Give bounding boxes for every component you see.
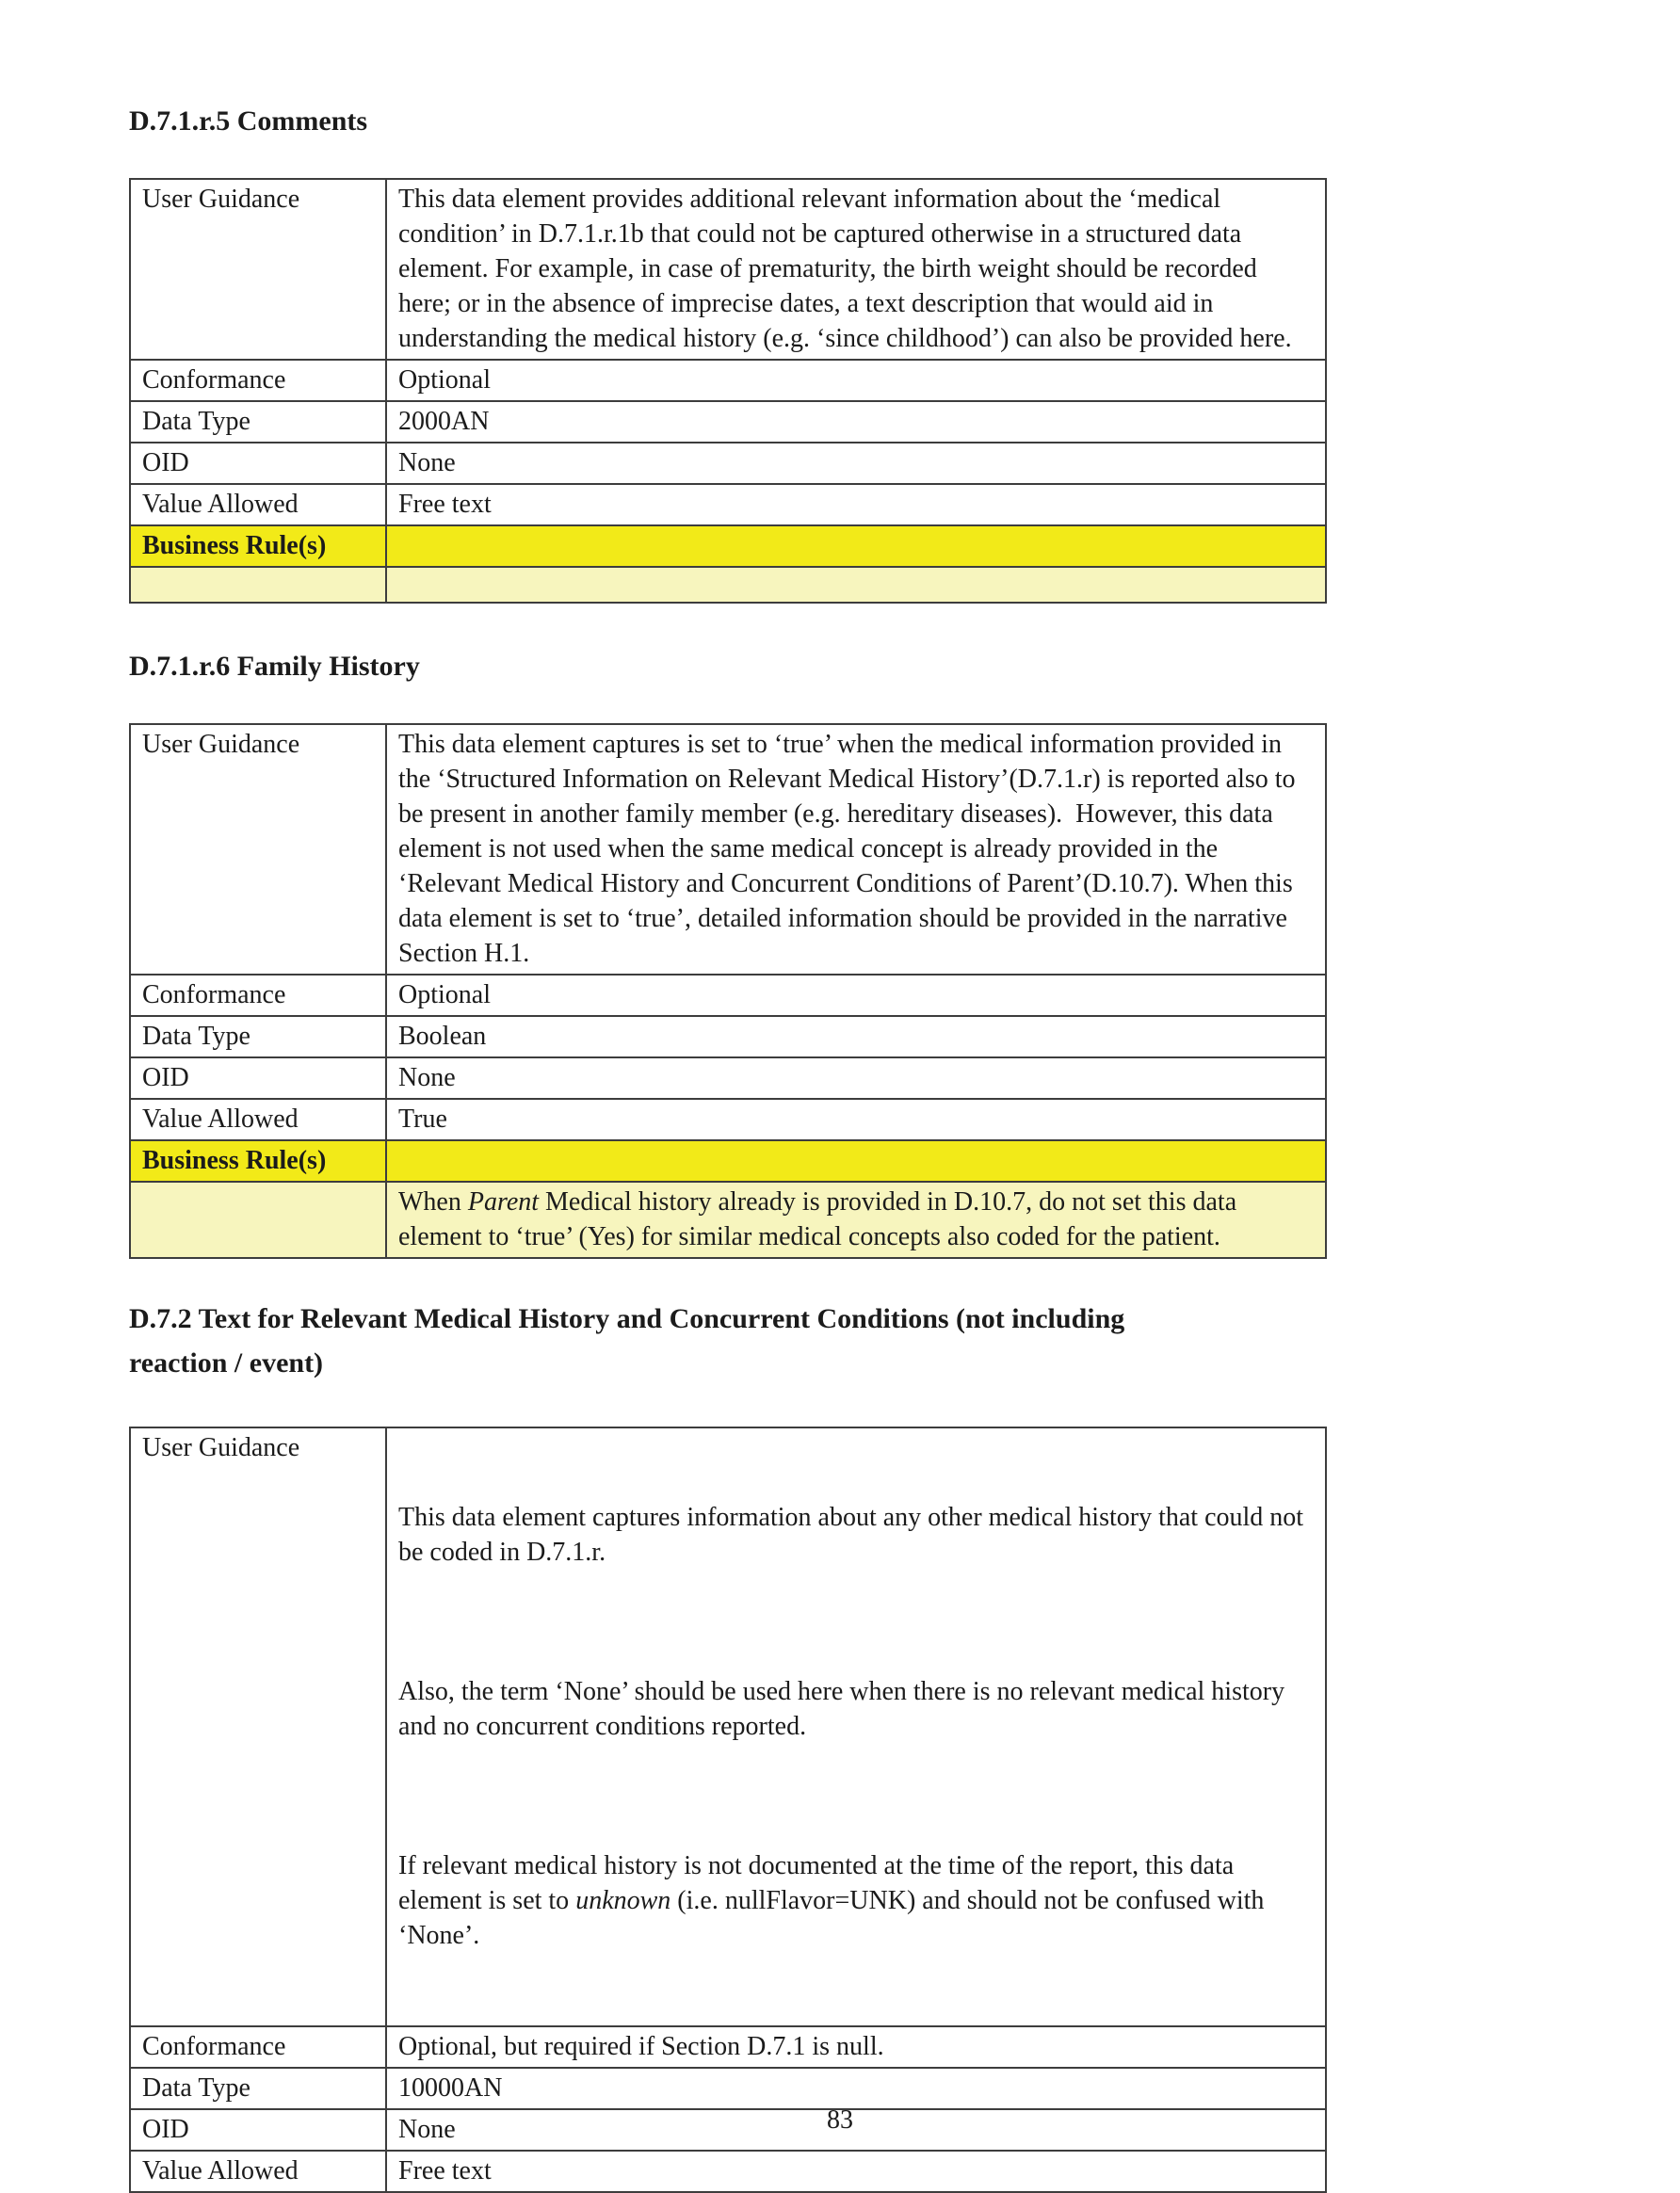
document-page <box>129 0 1327 2193</box>
user-guidance-value <box>386 1427 1326 2026</box>
table-row <box>130 1016 1326 1057</box>
row-label-data-type: Data Type <box>130 401 386 443</box>
business-rules-body-row <box>130 567 1326 603</box>
business-rules-value <box>386 1140 1326 1182</box>
section-heading-text-for-rmh <box>129 1297 1327 1385</box>
row-label-user-guidance: User Guidance <box>130 1427 386 2026</box>
oid-value: None <box>386 2109 1326 2151</box>
user-guidance-paragraph-3: If relevant medical history is not documented at the time of the report, this data element is set to unknown (i.e. nullFlavor=UNK) and should not be confused with ‘None’. <box>398 1851 1271 1950</box>
row-label-conformance: Conformance <box>130 975 386 1016</box>
value-allowed-value: True <box>386 1099 1326 1140</box>
table-row <box>130 401 1326 443</box>
conformance-value: Optional <box>386 360 1326 401</box>
heading-line-1: D.7.2 Text for Relevant Medical History and Concurrent Conditions (not including <box>129 1303 1125 1334</box>
user-guidance-paragraph-1: This data element captures information about any other medical history that could not be coded in D.7.1.r. <box>398 1503 1311 1567</box>
data-type-value: 2000AN <box>386 401 1326 443</box>
section-heading-family-history: D.7.1.r.6 Family History <box>129 651 420 682</box>
table-row <box>130 975 1326 1016</box>
value-allowed-value: Free text <box>386 2151 1326 2192</box>
table-row <box>130 2068 1326 2109</box>
row-label-business-rules: Business Rule(s) <box>130 525 386 567</box>
table-row <box>130 1427 1326 2026</box>
row-label-oid: OID <box>130 1057 386 1099</box>
row-label-oid: OID <box>130 2109 386 2151</box>
business-rules-note <box>386 567 1326 603</box>
table-text-for-rmh <box>129 1427 1327 2193</box>
table-row <box>130 2026 1326 2068</box>
table-row <box>130 1099 1326 1140</box>
conformance-value: Optional, but required if Section D.7.1 is null. <box>386 2026 1326 2068</box>
value-allowed-value: Free text <box>386 484 1326 525</box>
table-row <box>130 179 1326 360</box>
row-label-value-allowed: Value Allowed <box>130 2151 386 2192</box>
oid-value: None <box>386 1057 1326 1099</box>
table-row <box>130 1057 1326 1099</box>
user-guidance-value: This data element provides additional relevant information about the ‘medical condition’ in D.7.1.r.1b that could not be captured otherwise in a structured data element. For example, in case of prematurity, the birth weight should be recorded here; or in the absence of imprecise dates, a text description that would aid in understanding the medical history (e.g. ‘since childhood’) can also be provided here. <box>386 179 1326 360</box>
heading-line-2: reaction / event) <box>129 1347 324 1379</box>
table-comments <box>129 178 1327 604</box>
row-label-user-guidance: User Guidance <box>130 179 386 360</box>
section-heading-comments: D.7.1.r.5 Comments <box>129 105 368 137</box>
table-row <box>130 360 1326 401</box>
business-rules-header-row <box>130 525 1326 567</box>
business-rules-header-row <box>130 1140 1326 1182</box>
table-row <box>130 443 1326 484</box>
row-label-conformance: Conformance <box>130 360 386 401</box>
row-label-user-guidance: User Guidance <box>130 724 386 975</box>
row-label-value-allowed: Value Allowed <box>130 1099 386 1140</box>
business-rules-note-label-cell <box>130 1182 386 1258</box>
page-number: 83 <box>827 2105 853 2135</box>
business-rules-value <box>386 525 1326 567</box>
row-label-conformance: Conformance <box>130 2026 386 2068</box>
table-row <box>130 484 1326 525</box>
row-label-data-type: Data Type <box>130 2068 386 2109</box>
table-row <box>130 724 1326 975</box>
conformance-value: Optional <box>386 975 1326 1016</box>
data-type-value: Boolean <box>386 1016 1326 1057</box>
oid-value: None <box>386 443 1326 484</box>
table-row <box>130 2151 1326 2192</box>
row-label-business-rules: Business Rule(s) <box>130 1140 386 1182</box>
row-label-value-allowed: Value Allowed <box>130 484 386 525</box>
table-family-history <box>129 723 1327 1259</box>
data-type-value: 10000AN <box>386 2068 1326 2109</box>
row-label-oid: OID <box>130 443 386 484</box>
row-label-data-type: Data Type <box>130 1016 386 1057</box>
user-guidance-value: This data element captures is set to ‘true’ when the medical information provided in the ‘Structured Information on Relevant Medical History’(D.7.1.r) is reported also to be present in another family member (e.g. hereditary diseases). However, this data element is not used when the same medical concept is already provided in the ‘Relevant Medical History and Concurrent Conditions of Parent’(D.10.7). When this data element is set to ‘true’, detailed information should be provided in the narrative Section H.1. <box>386 724 1326 975</box>
business-rules-note: When Parent Medical history already is provided in D.10.7, do not set this data element to ‘true’ (Yes) for similar medical concepts also coded for the patient. <box>386 1182 1326 1258</box>
business-rules-note-label-cell <box>130 567 386 603</box>
business-rules-body-row <box>130 1182 1326 1258</box>
user-guidance-paragraph-2: Also, the term ‘None’ should be used here when there is no relevant medical history and no concurrent conditions reported. <box>398 1677 1292 1741</box>
